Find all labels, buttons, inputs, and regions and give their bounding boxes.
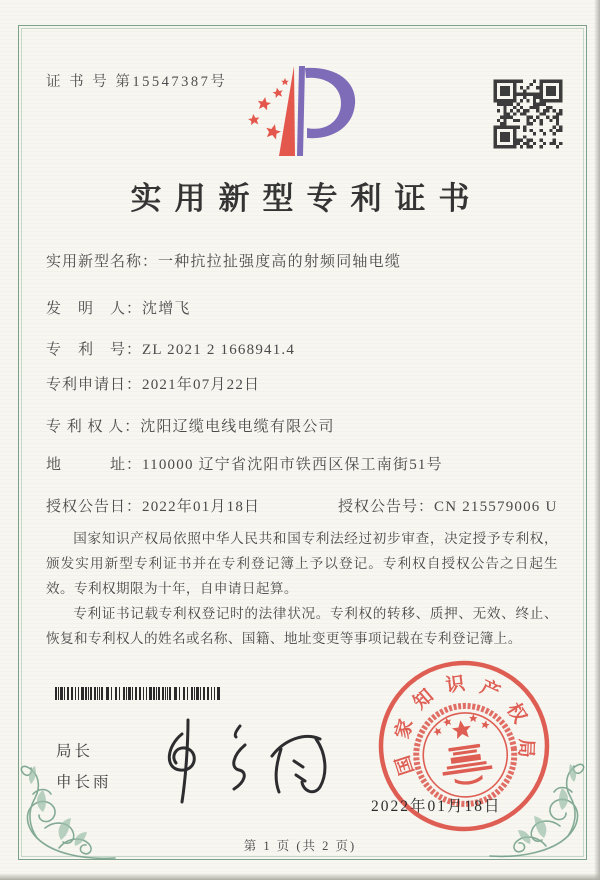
director-name: 申长雨 (56, 774, 112, 791)
barcode-icon (55, 687, 223, 700)
seal-char: 家 (392, 717, 418, 742)
field-patent-number (46, 338, 566, 359)
director-title: 局长 (56, 743, 94, 760)
director-signature (152, 712, 352, 812)
field-label: 专 利 号： (46, 342, 143, 358)
seal-char: 国 (392, 752, 419, 778)
field-grant-date (46, 495, 566, 516)
field-label: 专利申请日： (46, 377, 143, 393)
field-label: 专 利 权 人： (46, 419, 141, 435)
legal-text (46, 526, 558, 651)
scan-edge-shadow-right (594, 0, 600, 880)
field-value: 一种抗拉扯强度高的射频同轴电缆 (158, 254, 402, 270)
field-patentee (46, 415, 566, 436)
seal-char: 知 (409, 685, 438, 714)
field-label: 实用新型名称： (46, 254, 159, 270)
field-address (46, 453, 566, 474)
field-value: ZL 2021 2 1668941.4 (142, 342, 296, 358)
certificate-title: 实用新型专利证书 (130, 181, 483, 216)
field-value: CN 215579006 U (434, 499, 558, 515)
field-label: 地 址： (46, 457, 143, 473)
field-utility-model-name (46, 250, 566, 271)
seal-char: 局 (514, 738, 537, 759)
certificate-number: 证 书 号 第15547387号 (46, 74, 228, 90)
field-value: 2022年01月18日 (142, 499, 261, 515)
seal-char: 识 (444, 673, 467, 697)
legal-paragraph-1: 国家知识产权局依照中华人民共和国专利法经过初步审查，决定授予专利权，颁发实用新型专利证书并在专利登记簿上予以登记。专利权自授权公告之日起生效。专利权期限为十年，自申请日起算。 (46, 531, 558, 596)
field-inventor (46, 297, 566, 318)
legal-paragraph-2: 专利证书记载专利权登记时的法律状况。专利权的转移、质押、无效、终止、恢复和专利权人的姓名或名称、国籍、地址变更等事项记载在专利登记簿上。 (46, 606, 558, 646)
page-number: 第 1 页 (共 2 页) (243, 839, 357, 853)
cnipa-patent-logo-icon (233, 56, 367, 168)
floral-corner-ornament-left (15, 754, 119, 864)
field-filing-date (46, 373, 566, 394)
qr-code-icon (487, 73, 569, 155)
seal-char: 权 (502, 699, 531, 728)
floral-corner-ornament-right (486, 752, 590, 862)
field-label: 授权公告号： (338, 499, 435, 515)
field-value: 2021年07月22日 (142, 377, 261, 393)
field-grant-number (338, 495, 558, 516)
field-value: 沈阳辽缆电线电缆有限公司 (140, 419, 335, 435)
field-value: 110000 辽宁省沈阳市铁西区保工南街51号 (142, 457, 443, 473)
seal-char: 产 (476, 676, 504, 704)
field-label: 发 明 人： (46, 301, 143, 317)
seal-date: 2022年01月18日 (371, 798, 502, 815)
field-label: 授权公告日： (46, 499, 143, 515)
field-value: 沈增飞 (142, 301, 191, 317)
scan-edge-shadow-bottom (0, 873, 600, 880)
